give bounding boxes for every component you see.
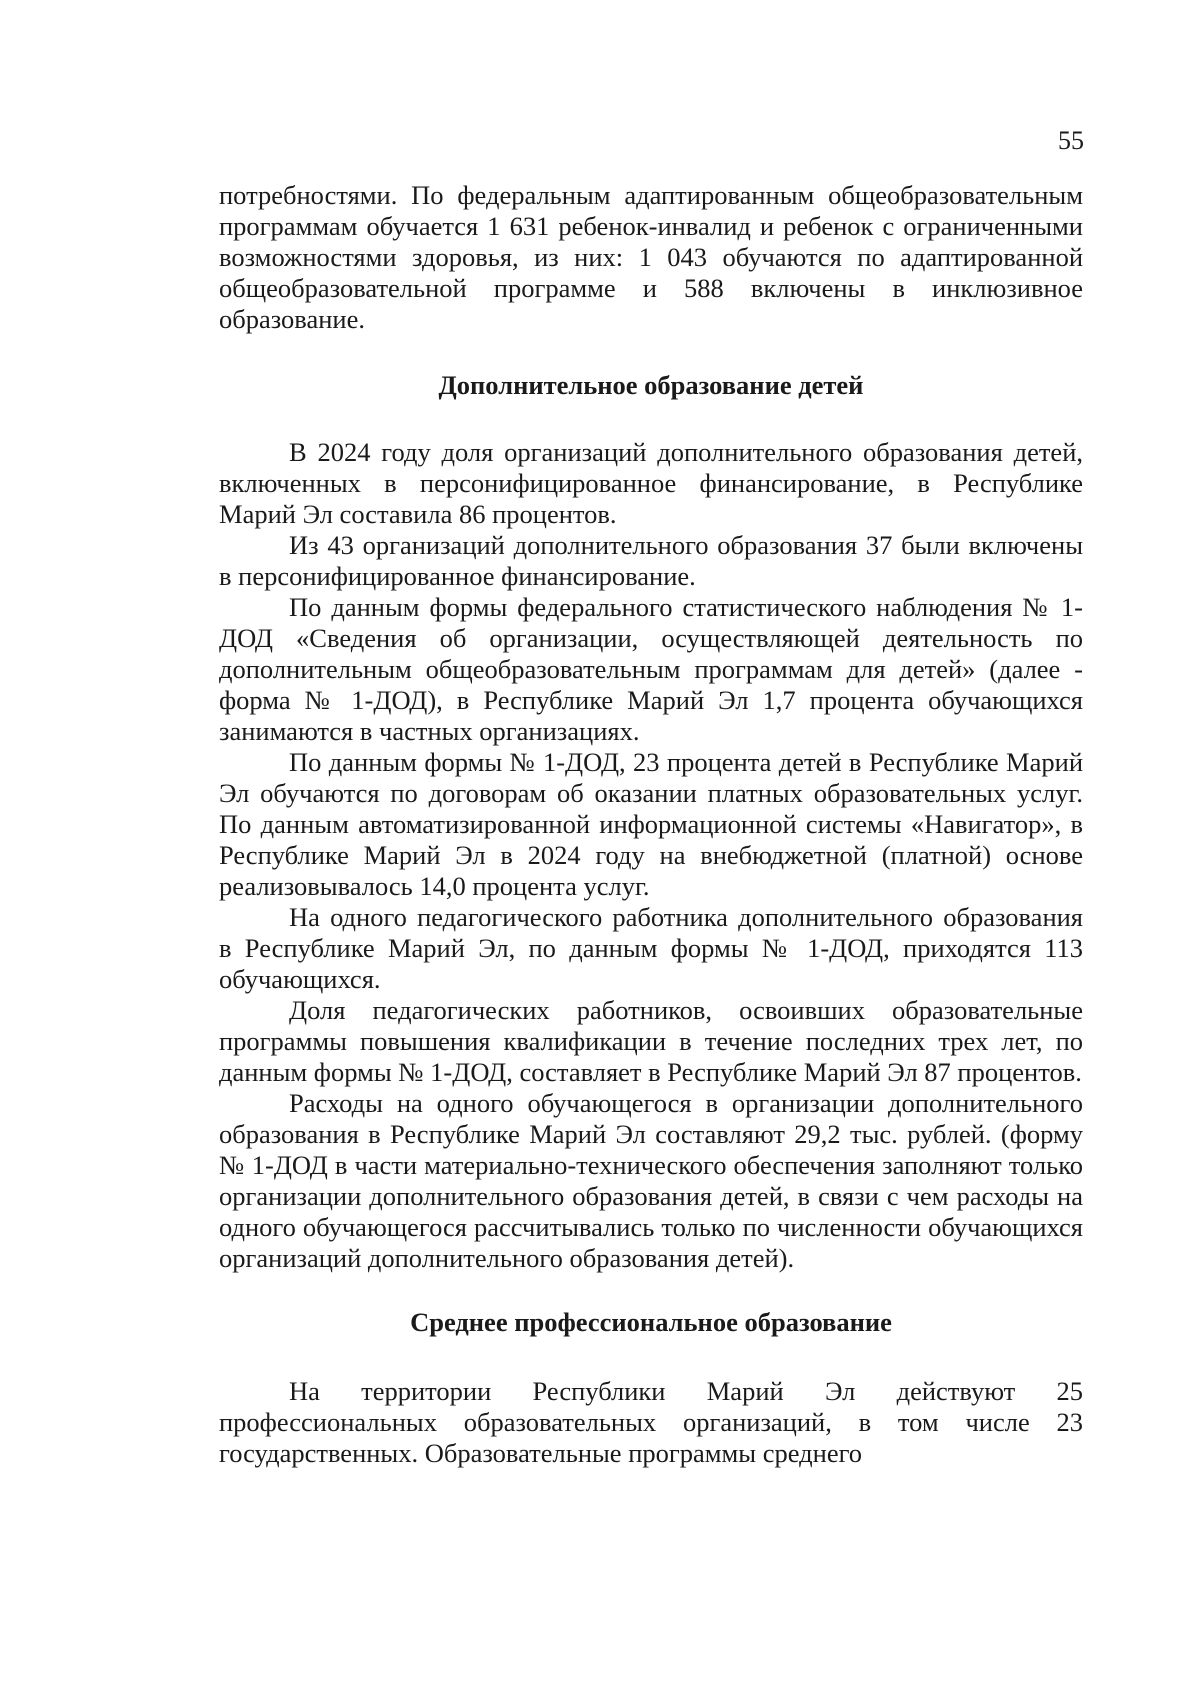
page-body (219, 180, 1083, 1469)
paragraph-continuation: потребностями. По федеральным адаптированным общеобразовательным программам обучается 1 631 ребенок-инвалид и ребенок с ограниченными возможностями здоровья, из них: 1 043 обучаются по адаптированной общеобразовательной программе и 588 включены в инклюзивное образование. (219, 180, 1083, 334)
paragraph: По данным формы федерального статистического наблюдения № 1-ДОД «Сведения об организации, осуществляющей деятельность по дополнительным общеобразовательным программам для детей» (далее - форма № 1-ДОД), в Республике Марий Эл 1,7 процента обучающихся занимаются в частных организациях. (219, 592, 1083, 746)
page-number: 55 (1058, 126, 1084, 155)
paragraph: По данным формы № 1-ДОД, 23 процента детей в Республике Марий Эл обучаются по договорам об оказании платных образовательных услуг. По данным автоматизированной информационной системы «Навигатор», в Республике Марий Эл в 2024 году на внебюджетной (платной) основе реализовывалось 14,0 процента услуг. (219, 747, 1083, 901)
section-heading-professional-education: Среднее профессиональное образование (410, 1307, 892, 1337)
paragraph: Доля педагогических работников, освоивших образовательные программы повышения квалификации в течение последних трех лет, по данным формы № 1-ДОД, составляет в Республике Марий Эл 87 процентов. (219, 995, 1083, 1087)
section-heading-additional-education: Дополнительное образование детей (438, 370, 864, 400)
paragraph: В 2024 году доля организаций дополнительного образования детей, включенных в персонифицированное финансирование, в Республике Марий Эл составила 86 процентов. (219, 437, 1083, 529)
paragraph: На одного педагогического работника дополнительного образования в Республике Марий Эл, по данным формы № 1-ДОД, приходятся 113 обучающихся. (219, 902, 1083, 994)
paragraph: Расходы на одного обучающегося в организации дополнительного образования в Республике Марий Эл составляют 29,2 тыс. рублей. (форму № 1-ДОД в части материально-технического обеспечения заполняют только организации дополнительного образования детей, в связи с чем расходы на одного обучающегося рассчитывались только по численности обучающихся организаций дополнительного образования детей). (219, 1088, 1083, 1273)
paragraph: Из 43 организаций дополнительного образования 37 были включены в персонифицированное финансирование. (219, 530, 1083, 591)
paragraph: На территории Республики Марий Эл действуют 25 профессиональных образовательных организаций, в том числе 23 государственных. Образовательные программы среднего (219, 1376, 1083, 1468)
